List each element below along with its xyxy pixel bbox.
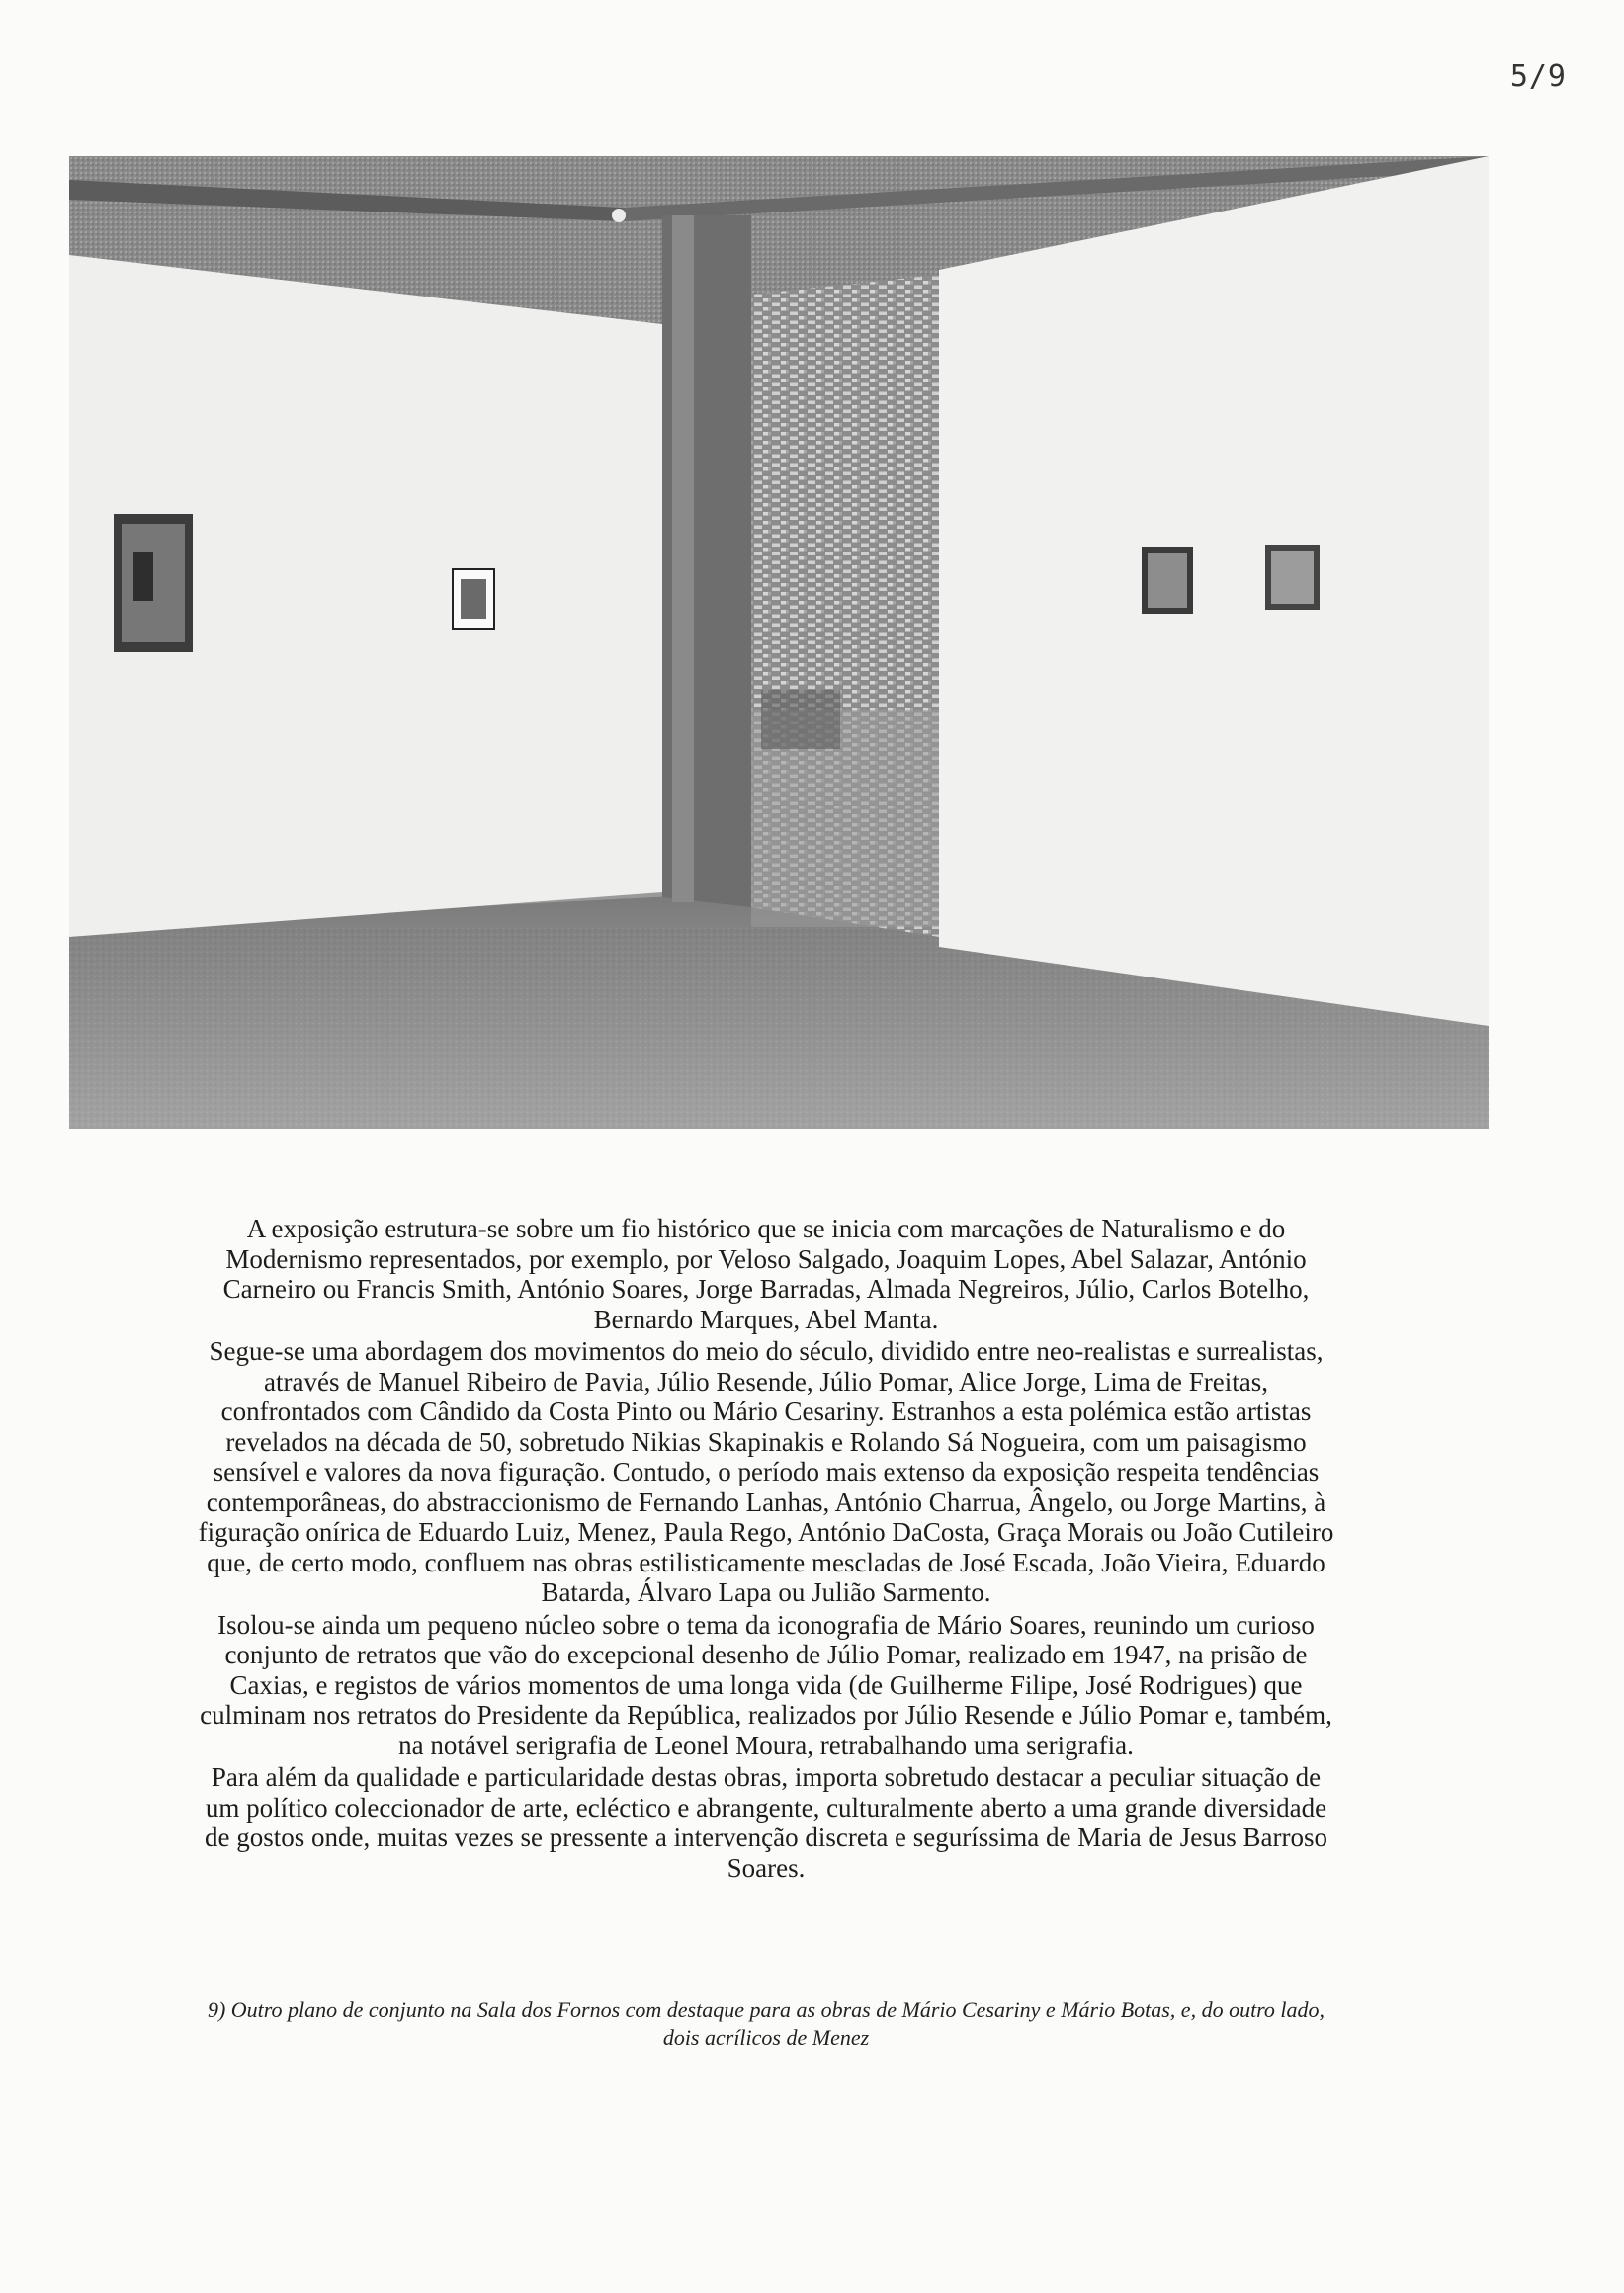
paragraph-movimentos: Segue-se uma abordagem dos movimentos do meio do século, dividido entre neo-realistas e surrealistas, através de Manuel Ribeiro de Pavia, Júlio Resende, Júlio Pomar, Alice Jorge, Lima de Freitas, confrontados com Cândido da Costa Pinto ou Mário Cesariny. Estranhos a esta polémica estão artistas revelados na década de 50, sobretudo Nikias Skapinakis e Rolando Sá Nogueira, com um paisagismo sensível e valores da nova figuração. Contudo, o período mais extenso da exposição respeita tendências contemporâneas, do abstraccionismo de Fernando Lanhas, António Charrua, Ângelo, ou Jorge Martins, à figuração onírica de Eduardo Luiz, Menez, Paula Rego, António DaCosta, Graça Morais ou João Cutileiro que, de certo modo, confluem nas obras estilisticamente mescladas de José Escada, João Vieira, Eduardo Batarda, Álvaro Lapa ou Julião Sarmento. xyxy=(198,1336,1334,1607)
gallery-photo xyxy=(69,156,1489,1129)
photo-caption: 9) Outro plano de conjunto na Sala dos Fornos com destaque para as obras de Mário Cesariny e Mário Botas, e, do outro lado, dois acrílicos de Menez xyxy=(207,1997,1325,2050)
paragraph-iconografia: Isolou-se ainda um pequeno núcleo sobre o tema da iconografia de Mário Soares, reunindo um curioso conjunto de retratos que vão do excepcional desenho de Júlio Pomar, realizado em 1947, na prisão de Caxias, e registos de vários momentos de uma longa vida (de Guilherme Filipe, José Rodrigues) que culminam nos retratos do Presidente da República, realizados por Júlio Resende e Júlio Pomar e, também, na notável serigrafia de Leonel Moura, retrabalhando uma serigrafia. xyxy=(200,1609,1332,1760)
page-number: 5/9 xyxy=(1509,59,1567,94)
paragraph-conclusao: Para além da qualidade e particularidade destas obras, importa sobretudo destacar a peculiar situação de um político coleccionador de arte, ecléctico e abrangente, culturalmente aberto a uma grande diversidade de gostos onde, muitas vezes se pressente a intervenção discreta e seguríssima de Maria de Jesus Barroso Soares. xyxy=(205,1762,1327,1883)
body-text xyxy=(198,1214,1334,1883)
gallery-photo-drawing xyxy=(69,156,1489,1129)
paragraph-naturalismo: A exposição estrutura-se sobre um fio histórico que se inicia com marcações de Naturalismo e do Modernismo representados, por exemplo, por Veloso Salgado, Joaquim Lopes, Abel Salazar, António Carneiro ou Francis Smith, António Soares, Jorge Barradas, Almada Negreiros, Júlio, Carlos Botelho, Bernardo Marques, Abel Manta. xyxy=(222,1214,1310,1334)
